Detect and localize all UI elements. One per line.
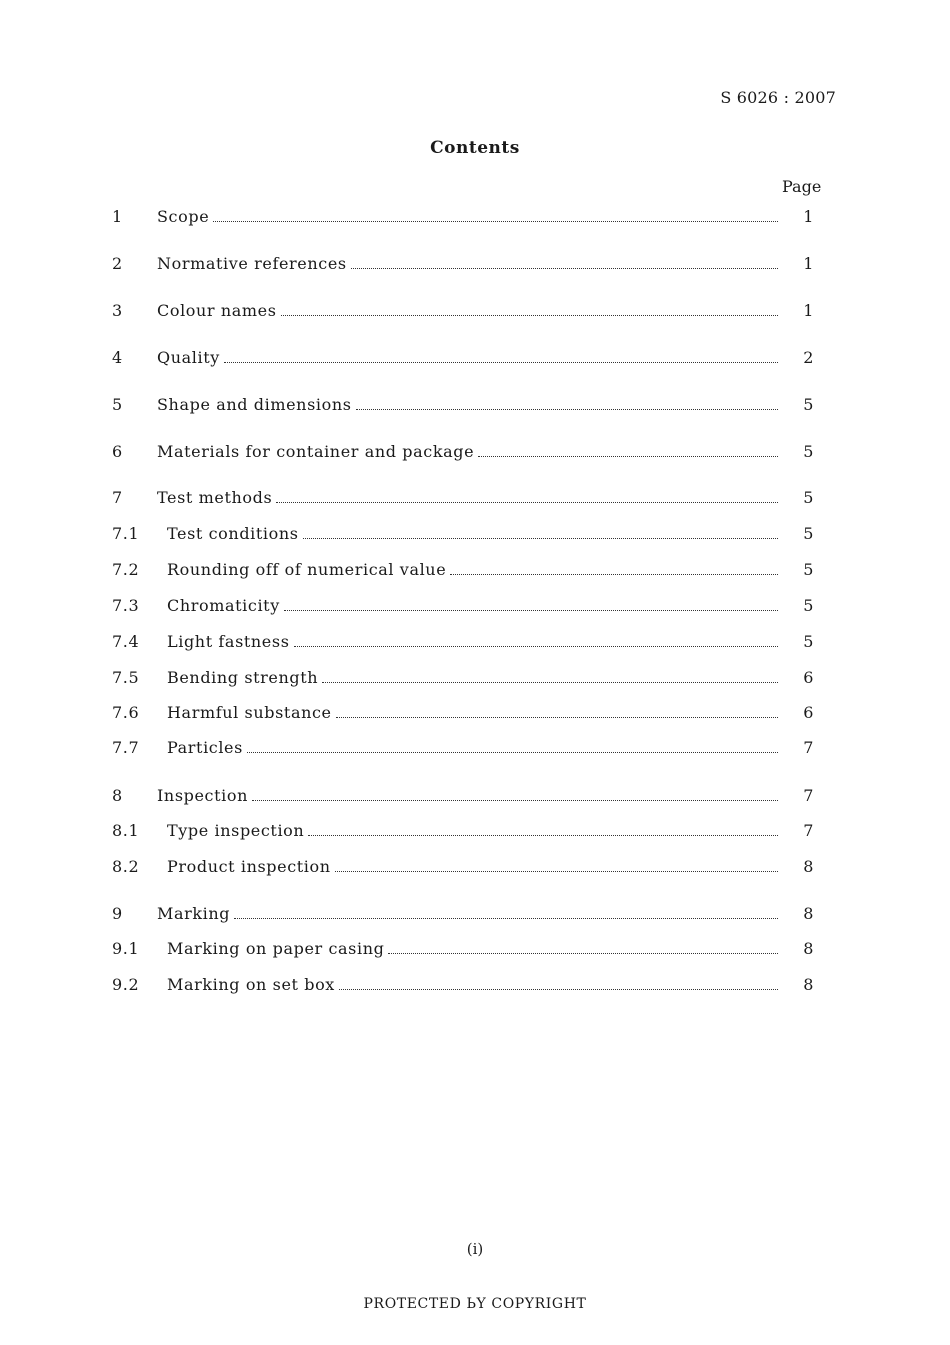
- standard-number: S 6026 : 2007: [720, 88, 836, 107]
- dot-leader: [339, 989, 778, 990]
- toc-entry-title-line: [157, 488, 778, 507]
- dot-leader: [450, 574, 778, 575]
- toc-entry: [112, 738, 824, 760]
- dot-leader: [213, 221, 778, 222]
- toc-entry-title-line: [167, 596, 778, 615]
- toc-entry: [112, 348, 824, 370]
- toc-entry: [112, 939, 824, 961]
- toc-entry-page: 5: [803, 524, 814, 543]
- toc-entry-title: Particles: [167, 738, 243, 757]
- dot-leader: [335, 871, 778, 872]
- toc-entry-number: 7.2: [112, 560, 140, 579]
- dot-leader: [281, 315, 778, 316]
- toc-entry-page: 6: [803, 703, 814, 722]
- toc-entry-title: Rounding off of numerical value: [167, 560, 447, 579]
- toc-entry-title-line: [157, 301, 778, 320]
- toc-entry-number: 5: [112, 395, 123, 414]
- dot-leader: [247, 752, 778, 753]
- toc-entry-title-line: [167, 939, 778, 958]
- toc-entry: [112, 301, 824, 323]
- toc-entry: [112, 254, 824, 276]
- toc-entry-page: 5: [803, 560, 814, 579]
- toc-entry-page: 5: [803, 488, 814, 507]
- toc-entry-title: Product inspection: [167, 857, 331, 876]
- toc-entry-number: 9: [112, 904, 123, 923]
- toc-entry-title: Marking: [157, 904, 231, 923]
- toc-entry-title-line: [157, 904, 778, 923]
- toc-entry: [112, 786, 824, 808]
- toc-entry-page: 8: [803, 904, 814, 923]
- toc-entry: [112, 395, 824, 417]
- toc-entry: [112, 560, 824, 582]
- toc-entry-title-line: [157, 395, 778, 414]
- toc-entry-page: 7: [803, 821, 814, 840]
- dot-leader: [284, 610, 778, 611]
- footer-page-number: (i): [466, 1240, 484, 1258]
- toc-entry-title-line: [157, 442, 778, 461]
- toc-entry-title: Chromaticity: [167, 596, 280, 615]
- toc-entry-title: Light fastness: [167, 632, 290, 651]
- toc-entry-title: Harmful substance: [167, 703, 332, 722]
- toc-entry-title-line: [157, 348, 778, 367]
- toc-entry: [112, 857, 824, 879]
- toc-entry: [112, 821, 824, 843]
- toc-entry-page: 2: [803, 348, 814, 367]
- toc-entry: [112, 524, 824, 546]
- dot-leader: [478, 456, 778, 457]
- toc-entry-title-line: [167, 738, 778, 757]
- toc-entry-number: 7.7: [112, 738, 140, 757]
- toc-entry-number: 7.1: [112, 524, 140, 543]
- toc-entry-title: Quality: [157, 348, 220, 367]
- toc-entry-number: 7.4: [112, 632, 140, 651]
- dot-leader: [252, 800, 778, 801]
- toc-entry-title-line: [167, 857, 778, 876]
- toc-entry-page: 7: [803, 738, 814, 757]
- toc-entry-title: Colour names: [157, 301, 277, 320]
- toc-entry-page: 8: [803, 975, 814, 994]
- toc-entry-title-line: [157, 207, 778, 226]
- toc-entry-number: 8: [112, 786, 123, 805]
- toc-entry-number: 9.2: [112, 975, 140, 994]
- toc-entry-title: Marking on set box: [167, 975, 335, 994]
- toc-entry: [112, 207, 824, 229]
- toc-entry-page: 7: [803, 786, 814, 805]
- dot-leader: [308, 835, 778, 836]
- toc-entry: [112, 703, 824, 725]
- toc-entry-page: 5: [803, 442, 814, 461]
- page-column-header: Page: [782, 177, 822, 196]
- toc-entry-number: 6: [112, 442, 123, 461]
- toc-entry-title-line: [167, 524, 778, 543]
- toc-entry: [112, 488, 824, 510]
- toc-entry-title-line: [167, 703, 778, 722]
- toc-entry: [112, 668, 824, 690]
- toc-entry: [112, 596, 824, 618]
- dot-leader: [294, 646, 778, 647]
- toc-entry-title: Test methods: [157, 488, 273, 507]
- dot-leader: [322, 682, 778, 683]
- dot-leader: [351, 268, 778, 269]
- toc-entry-number: 1: [112, 207, 123, 226]
- toc-entry-number: 3: [112, 301, 123, 320]
- toc-entry-title: Shape and dimensions: [157, 395, 352, 414]
- toc-entry-page: 6: [803, 668, 814, 687]
- toc-entry: [112, 442, 824, 464]
- toc-entry-number: 8.2: [112, 857, 140, 876]
- toc-entry-number: 2: [112, 254, 123, 273]
- dot-leader: [336, 717, 778, 718]
- toc-entry-title-line: [167, 668, 778, 687]
- toc-entry-title-line: [167, 975, 778, 994]
- dot-leader: [356, 409, 778, 410]
- toc-entry-title: Normative references: [157, 254, 347, 273]
- toc-entry-number: 8.1: [112, 821, 140, 840]
- dot-leader: [276, 502, 778, 503]
- toc-entry-page: 5: [803, 395, 814, 414]
- toc-entry-number: 9.1: [112, 939, 140, 958]
- dot-leader: [234, 918, 778, 919]
- toc-entry-title: Materials for container and package: [157, 442, 475, 461]
- toc-entry-title-line: [157, 254, 778, 273]
- toc-entry-number: 7: [112, 488, 123, 507]
- toc-entry-number: 7.3: [112, 596, 140, 615]
- toc-entry-page: 5: [803, 632, 814, 651]
- dot-leader: [303, 538, 778, 539]
- toc-entry-title: Type inspection: [167, 821, 305, 840]
- toc-entry-page: 1: [803, 301, 814, 320]
- toc-entry-title: Bending strength: [167, 668, 319, 687]
- toc-entry: [112, 975, 824, 997]
- toc-entry-title-line: [167, 632, 778, 651]
- toc-entry-page: 1: [803, 254, 814, 273]
- toc-entry-number: 7.5: [112, 668, 140, 687]
- toc-entry-page: 1: [803, 207, 814, 226]
- toc-entry-title: Test conditions: [167, 524, 299, 543]
- toc-entry-number: 7.6: [112, 703, 140, 722]
- toc-entry-title-line: [157, 786, 778, 805]
- toc-entry-page: 8: [803, 939, 814, 958]
- footer-copyright-notice: PROTECTED ЬY COPYRIGHT: [363, 1296, 587, 1312]
- toc-entry-page: 5: [803, 596, 814, 615]
- dot-leader: [388, 953, 778, 954]
- toc-entry: [112, 904, 824, 926]
- toc-entry: [112, 632, 824, 654]
- toc-entry-title: Marking on paper casing: [167, 939, 385, 958]
- toc-entry-number: 4: [112, 348, 123, 367]
- toc-entry-title: Scope: [157, 207, 210, 226]
- toc-entry-title-line: [167, 821, 778, 840]
- toc-entry-page: 8: [803, 857, 814, 876]
- dot-leader: [224, 362, 778, 363]
- toc-entry-title-line: [167, 560, 778, 579]
- toc-entry-title: Inspection: [157, 786, 248, 805]
- contents-heading: Contents: [430, 138, 520, 158]
